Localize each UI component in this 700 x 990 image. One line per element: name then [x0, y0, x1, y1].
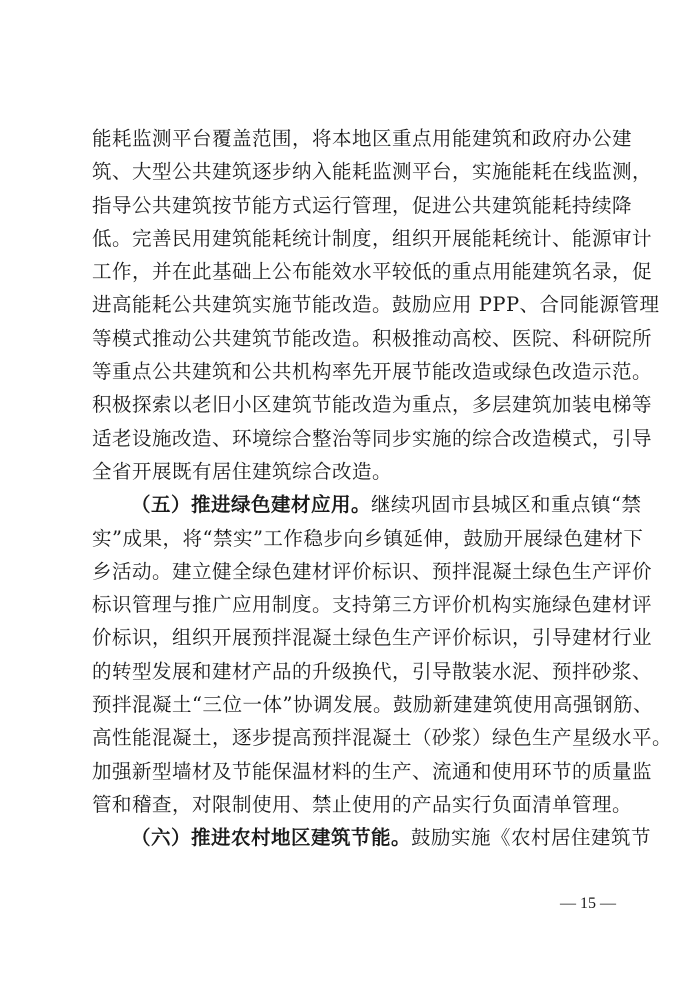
page-number: — 15 —	[560, 895, 616, 912]
document-body	[92, 122, 673, 855]
body-line: 低。完善民用建筑能耗统计制度，组织开展能耗统计、能源审计	[92, 226, 653, 250]
section-6-first-line-text: 鼓励实施《农村居住建筑节	[411, 826, 652, 850]
body-line: 筑、大型公共建筑逐步纳入能耗监测平台，实施能耗在线监测，	[92, 160, 653, 184]
section-6-first-line	[92, 821, 652, 854]
section-5-first-line-text: 继续巩固市县城区和重点镇“禁	[371, 493, 642, 517]
body-line: 能耗监测平台覆盖范围，将本地区重点用能建筑和政府办公建	[92, 127, 633, 150]
section-5-line: 的转型发展和建材产品的升级换代，引导散装水泥、预拌砂浆、	[92, 659, 653, 683]
section-5-first-line	[92, 488, 642, 521]
body-line: 全省开展既有居住建筑综合改造。	[92, 459, 393, 483]
body-line: 等重点公共建筑和公共机构率先开展节能改造或绿色改造示范。	[92, 360, 653, 384]
body-line: 等模式推动公共建筑节能改造。积极推动高校、医院、科研院所	[92, 326, 653, 350]
section-5-line: 预拌混凝土“三位一体”协调发展。鼓励新建建筑使用高强钢筋、	[92, 693, 653, 717]
section-5-line: 实”成果，将“禁实”工作稳步向乡镇延伸，鼓励开展绿色建材下	[92, 526, 644, 550]
section-6-heading: （六）推进农村地区建筑节能。	[131, 826, 412, 850]
section-5-heading: （五）推进绿色建材应用。	[131, 493, 372, 517]
body-line: 适老设施改造、环境综合整治等同步实施的综合改造模式，引导	[92, 426, 653, 450]
section-5-line: 高性能混凝土，逐步提高预拌混凝土（砂浆）绿色生产星级水平。	[92, 726, 673, 750]
section-5-line: 加强新型墙材及节能保温材料的生产、流通和使用环节的质量监	[92, 759, 653, 783]
section-5-line: 标识管理与推广应用制度。支持第三方评价机构实施绿色建材评	[92, 593, 653, 617]
body-line: 指导公共建筑按节能方式运行管理，促进公共建筑能耗持续降	[92, 193, 633, 217]
section-5-line: 乡活动。建立健全绿色建材评价标识、预拌混凝土绿色生产评价	[92, 559, 653, 583]
section-5-line: 管和稽查，对限制使用、禁止使用的产品实行负面清单管理。	[92, 792, 633, 816]
body-line: 进高能耗公共建筑实施节能改造。鼓励应用 PPP、合同能源管理	[92, 293, 660, 317]
body-line: 工作，并在此基础上公布能效水平较低的重点用能建筑名录，促	[92, 260, 653, 284]
body-line: 积极探索以老旧小区建筑节能改造为重点，多层建筑加装电梯等	[92, 393, 653, 417]
section-5-line: 价标识，组织开展预拌混凝土绿色生产评价标识，引导建材行业	[92, 626, 653, 650]
